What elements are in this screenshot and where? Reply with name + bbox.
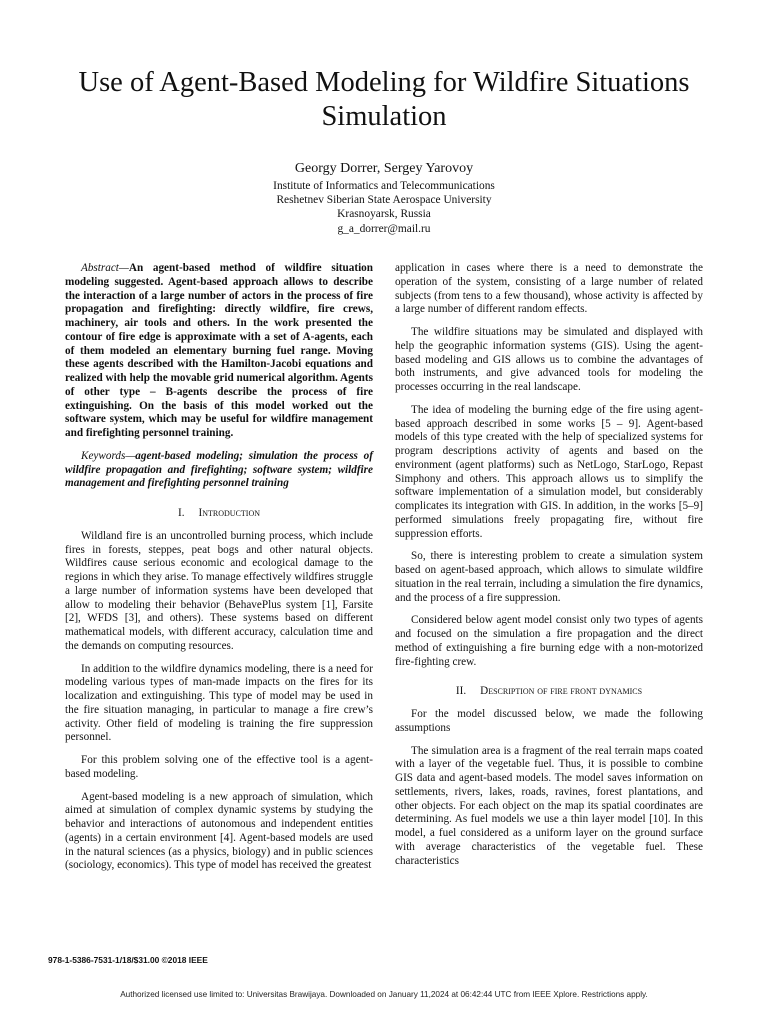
author-email: g_a_dorrer@mail.ru <box>337 222 431 235</box>
affiliation-city: Krasnoyarsk, Russia <box>337 208 431 221</box>
keywords-label: Keywords— <box>81 449 136 462</box>
affiliation-institute: Institute of Informatics and Telecommunications <box>273 180 495 192</box>
body-paragraph: application in cases where there is a need to demonstrate the operation of the system, consisting of a large number of related subjects (from tens to a few thousand), whose activity is affected by a large number of different random effects. <box>395 262 703 316</box>
body-paragraph: For this problem solving one of the effective tool is a agent-based modeling. <box>65 754 373 780</box>
body-paragraph: The idea of modeling the burning edge of the fire using agent-based approach described in some works [5 – 9]. Agent-based models of this type created with the help of specialized systems for program descriptions activity of agents and based on the environment (agent platforms) such as NetLogo, StarLogo, Repast Simphony and others. This approach allows us to simplify the software implementation of a simulation model, but considerably complicates its integration with GIS. In addition, in the works [5–9] performed simulations freely propagating fire, without fire suppression efforts. <box>395 403 703 540</box>
section-title: Description of fire front dynamics <box>480 685 643 698</box>
paper-title: Use of Agent-Based Modeling for Wildfire Situations Simulation <box>78 67 690 132</box>
body-paragraph: Agent-based modeling is a new approach of simulation, which aimed at simulation of complex dynamic systems by studying the behavior and interactions of autonomous and independent entities (agents) in a certain environment [4]. Agent-based models are used in the natural sciences (as a physics, biology) and in public sciences (sociology, economics). This type of model has received the greatest <box>65 790 373 872</box>
abstract-text: An agent-based method of wildfire situation modeling suggested. Agent-based approach allows to describe the interaction of a large number of actors in the process of fire propagation and firefighting: directly wildfire, fire crews, machinery, air tools and others. In the work presented the contour of fire edge is approximate with a set of A-agents, each of them modeled an elementary burning fuel range. Moving these agents described with the Hamilton-Jacobi equations and realized with help the movable grid numerical algorithm. Agents of other type – B-agents describe the process of fire extinguishing. On the basis of this model worked out the software system, which may be useful for wildfire management and firefighting personnel training. <box>65 262 373 439</box>
keywords <box>65 450 373 491</box>
section-number: I. <box>177 507 185 519</box>
left-column <box>65 262 373 882</box>
abstract <box>65 262 373 441</box>
body-paragraph: The simulation area is a fragment of the real terrain maps coated with a layer of the vegetable fuel. Thus, it is possible to combine GIS data and agent-based models. The model saves information on settlements, rivers, lakes, roads, ravines, forest plantations, and other objects. For each object on the map its spatial coordinates are determining. As fuel models we use a thin layer model [10]. In this model, a fuel considered as a uniform layer on the ground surface with average characteristics of the vegetable fuel. These characteristics <box>395 744 703 867</box>
section-title: Introduction <box>198 507 261 519</box>
body-paragraph: Wildland fire is an uncontrolled burning process, which include fires in forests, steppes, peat bogs and other natural objects. Wildfires cause serious economic and ecological damage to the regions in which they arise. To manage effectively wildfires struggle a large number of information systems have been developed that allow to modeling their behavior (BehavePlus system [1], Farsite [2], WFDS [3], and others). These systems based on different mathematical models, with different accuracy, calculation time and the demands on computing resources. <box>65 529 373 652</box>
keywords-text: agent-based modeling; simulation the process of wildfire propagation and firefighting; software system; wildfire management and firefighting personnel training <box>65 449 373 490</box>
license-footer: Authorized licensed use limited to: Universitas Brawijaya. Downloaded on January 11,2024 at 06:42:44 UTC from IEEE Xplore. Restrictions apply. <box>120 990 648 999</box>
affiliation-university: Reshetnev Siberian State Aerospace University <box>276 194 492 207</box>
section-heading-fire-front-dynamics <box>395 685 703 699</box>
body-paragraph: For the model discussed below, we made the following assumptions <box>395 708 703 734</box>
isbn-copyright: 978-1-5386-7531-1/18/$31.00 ©2018 IEEE <box>48 955 208 965</box>
right-column <box>395 262 703 877</box>
body-paragraph: So, there is interesting problem to create a simulation system based on agent-based approach, which allows to simulate wildfire situation in the real terrain, including a simulation the fire dynamics, and the process of a fire suppression. <box>395 550 703 604</box>
section-number: II. <box>455 685 467 698</box>
body-paragraph: The wildfire situations may be simulated and displayed with help the geographic information systems (GIS). Using the agent-based modeling and GIS allows us to combine the advantages of both instruments, and give advanced tools for modeling the processes occurring in the real landscape. <box>395 326 703 393</box>
body-paragraph: Considered below agent model consist only two types of agents and focused on the simulation a fire propagation and the direct method of extinguishing a fire burning edge with a non-motorized fire-fighting crew. <box>395 614 703 668</box>
affiliation-block <box>0 179 768 236</box>
paper-authors: Georgy Dorrer, Sergey Yarovoy <box>294 161 474 176</box>
section-heading-introduction <box>65 507 373 521</box>
body-paragraph: In addition to the wildfire dynamics modeling, there is a need for modeling various types of man-made impacts on the fires for its localization and extinguishing. This type of model may be used in the fire situation managing, in particular to manage a fire crew’s activity. Other field of modeling is training the fire suppression personnel. <box>65 662 373 744</box>
abstract-label: Abstract— <box>81 262 129 274</box>
